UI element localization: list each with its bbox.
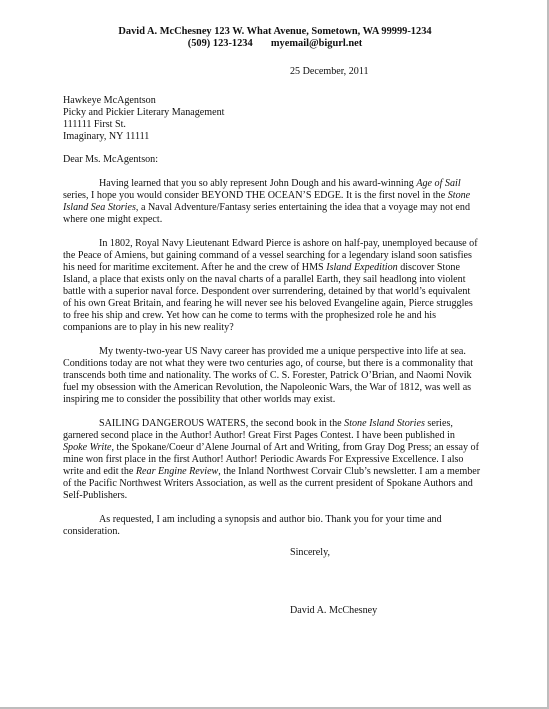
text-run: , a Naval Adventure/Fantasy series entertaining the idea that a voyage may not end where one might expect.	[63, 202, 471, 225]
paragraph-background: My twenty-two-year US Navy career has provided me a unique perspective into life at sea. Conditions today are not what they were two centuries ago, of course, but there is a commonality that transcends both time and nationality. The works of C. S. Forester, Patrick O’Brian, and Naomi Novik fuel my obsession with the American Revolution, the Napoleonic Wars, the War of 1812, was well as inspiring me to consider the possibility that other worlds may exist.	[63, 346, 474, 405]
signature-name: David A. McChesney	[290, 605, 378, 616]
italic-title: Island Expedition	[326, 262, 398, 273]
paragraph-intro	[63, 178, 481, 226]
sender-address: David A. McChesney 123 W. What Avenue, Sometown, WA 99999-1234	[118, 26, 432, 37]
paragraph-credentials	[63, 418, 481, 502]
italic-title: Spoke Write	[63, 442, 112, 453]
text-run: In 1802, Royal Navy Lieutenant Edward Pierce is ashore on half-pay, unemployed because of the Peace of Amiens, but gaining command of a vessel searching for a legendary island soon satisfies his need for maritime excitement. After he and the crew of HMS	[63, 238, 478, 273]
paragraph-closing: As requested, I am including a synopsis and author bio. Thank you for your time and consideration.	[63, 514, 442, 537]
sender-phone: (509) 123-1234	[187, 38, 253, 49]
query-letter	[63, 26, 481, 617]
recipient-name: Hawkeye McAgentson	[63, 95, 156, 106]
sender-email: myemail@bigurl.net	[270, 38, 363, 49]
complimentary-close: Sincerely,	[290, 547, 330, 558]
text-run: Having learned that you so ably represent John Dough and his award-winning	[99, 178, 417, 189]
paragraph-synopsis	[63, 238, 481, 334]
text-run: , the Spokane/Coeur d’Alene Journal of Art and Writing, from Gray Dog Press; an essay of mine won first place in the first Author! Author! Periodic Awards For Expressive Excellence. I also write and edit the	[63, 442, 479, 477]
italic-title: Age of Sail	[416, 178, 461, 189]
recipient-street: 111111 First St.	[63, 119, 126, 130]
salutation: Dear Ms. McAgentson:	[63, 154, 159, 165]
text-run: SAILING DANGEROUS WATERS, the second book in the	[99, 418, 345, 429]
text-run: series, I hope you would consider BEYOND THE OCEAN’S EDGE. It is the first novel in the	[63, 190, 448, 201]
recipient-address	[63, 95, 481, 143]
recipient-city: Imaginary, NY 11111	[63, 131, 150, 142]
text-run: discover Stone Island, a place that exists only on the naval charts of a parallel Earth, they sail headlong into violent battle with a superior naval force. Despondent over surrendering, detained by that world’s equivalent of his own Great Britain, and fearing he will never see his beloved Evangeline again, Pierce struggles to free his ship and crew. Yet how can he come to terms with the prophesized role he and his companions are to play in his new reality?	[63, 262, 473, 333]
recipient-agency: Picky and Pickier Literary Management	[63, 107, 225, 118]
text-run: series, garnered second place in the Author! Author! Great First Pages Contest. I have been published in	[63, 418, 455, 441]
sender-contact	[69, 38, 481, 50]
italic-title: Stone Island Stories	[344, 418, 425, 429]
letter-date: 25 December, 2011	[290, 66, 369, 77]
letterhead	[69, 26, 481, 50]
italic-title: Stone Island Sea Stories	[63, 190, 471, 213]
text-run: , the Inland Northwest Corvair Club’s newsletter. I am a member of the Pacific Northwest Writers Association, as well as the current president of Spokane Authors and Self-Publishers.	[63, 466, 481, 501]
italic-title: Rear Engine Review	[135, 466, 219, 477]
